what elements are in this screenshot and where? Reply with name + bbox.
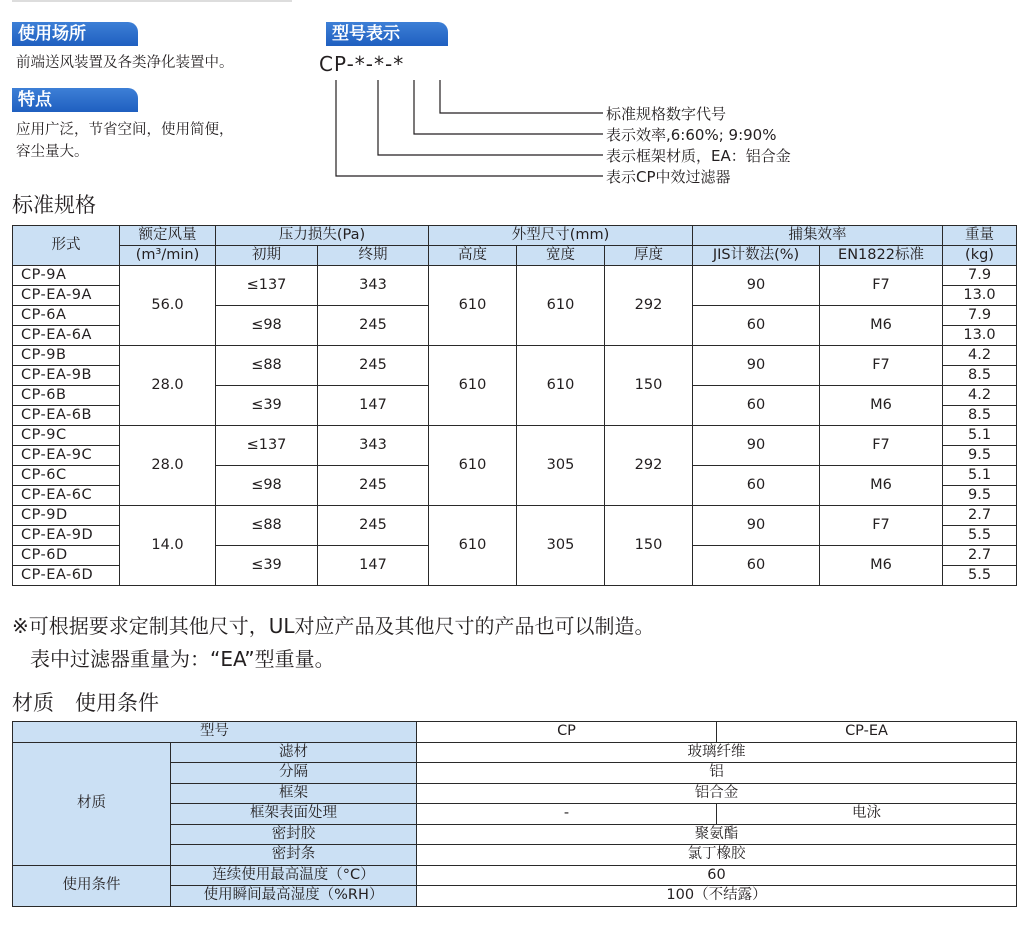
- header-initial: 初期: [216, 246, 318, 266]
- cell-final: 343: [318, 266, 429, 306]
- cell-model: CP-EA-9D: [13, 526, 120, 546]
- features-title-pill: 特点: [12, 88, 138, 112]
- cell-weight: 7.9: [943, 306, 1017, 326]
- cell-final: 147: [318, 386, 429, 426]
- model-code-leader-lines: [320, 70, 610, 190]
- cell-initial: ≤39: [216, 546, 318, 586]
- cell-final: 245: [318, 306, 429, 346]
- header-depth: 厚度: [605, 246, 693, 266]
- cell-jis: 60: [693, 466, 820, 506]
- mat-header-label: 型号: [13, 722, 417, 743]
- cond-value-temp: 60: [417, 865, 1017, 886]
- cell-airflow: 56.0: [120, 266, 216, 346]
- note-weight-basis: 表中过滤器重量为：“EA”型重量。: [30, 647, 335, 671]
- header-efficiency: 捕集效率: [693, 226, 943, 246]
- cell-en: M6: [820, 466, 943, 506]
- cell-model: CP-EA-6B: [13, 406, 120, 426]
- mat-value-surface-cpea: 电泳: [717, 804, 1017, 825]
- mat-value-surface-cp: -: [417, 804, 717, 825]
- cell-model: CP-EA-6D: [13, 566, 120, 586]
- header-airflow-unit: (m³/min): [120, 246, 216, 266]
- materials-table: [12, 721, 1017, 907]
- cell-weight: 8.5: [943, 406, 1017, 426]
- cell-weight: 8.5: [943, 366, 1017, 386]
- header-dimensions: 外型尺寸(mm): [429, 226, 693, 246]
- cell-final: 245: [318, 346, 429, 386]
- cond-label-temp: 连续使用最高温度（°C）: [171, 865, 417, 886]
- cell-en: F7: [820, 266, 943, 306]
- condition-group-label: 使用条件: [13, 865, 171, 906]
- cell-weight: 5.5: [943, 566, 1017, 586]
- cell-width: 305: [517, 506, 605, 586]
- model-code: CP-*-*-*: [319, 52, 405, 76]
- legend-line-1: 标准规格数字代号: [606, 105, 727, 123]
- cell-model: CP-9B: [13, 346, 120, 366]
- cell-weight: 4.2: [943, 346, 1017, 366]
- spec-table: [12, 225, 1017, 586]
- features-line-2: 容尘量大。: [16, 144, 89, 160]
- cell-final: 245: [318, 506, 429, 546]
- mat-value-filter: 玻璃纤维: [417, 742, 1017, 763]
- cell-en: M6: [820, 386, 943, 426]
- cell-jis: 90: [693, 426, 820, 466]
- spec-section-title: 标准规格: [12, 193, 96, 217]
- cell-en: M6: [820, 306, 943, 346]
- cell-jis: 60: [693, 306, 820, 346]
- cell-weight: 5.1: [943, 426, 1017, 446]
- cell-initial: ≤88: [216, 346, 318, 386]
- cell-jis: 60: [693, 546, 820, 586]
- mat-value-gasket: 氯丁橡胶: [417, 845, 1017, 866]
- cell-weight: 7.9: [943, 266, 1017, 286]
- cell-weight: 13.0: [943, 326, 1017, 346]
- table-row: [13, 426, 1017, 446]
- cell-weight: 5.5: [943, 526, 1017, 546]
- cell-initial: ≤98: [216, 466, 318, 506]
- mat-label-frame: 框架: [171, 783, 417, 804]
- cell-en: F7: [820, 346, 943, 386]
- header-en: EN1822标准: [820, 246, 943, 266]
- mat-header-cp: CP: [417, 722, 717, 743]
- cell-model: CP-6C: [13, 466, 120, 486]
- cell-jis: 60: [693, 386, 820, 426]
- material-group-label: 材质: [13, 742, 171, 865]
- table-row: [13, 266, 1017, 286]
- cell-initial: ≤88: [216, 506, 318, 546]
- header-weight-unit: (kg): [943, 246, 1017, 266]
- cell-model: CP-EA-6C: [13, 486, 120, 506]
- cell-initial: ≤39: [216, 386, 318, 426]
- cell-airflow: 28.0: [120, 346, 216, 426]
- cell-initial: ≤137: [216, 426, 318, 466]
- cell-weight: 5.1: [943, 466, 1017, 486]
- cell-model: CP-EA-9B: [13, 366, 120, 386]
- cell-airflow: 14.0: [120, 506, 216, 586]
- cell-depth: 150: [605, 506, 693, 586]
- mat-label-gasket: 密封条: [171, 845, 417, 866]
- cell-en: F7: [820, 506, 943, 546]
- cell-model: CP-9C: [13, 426, 120, 446]
- cell-en: M6: [820, 546, 943, 586]
- cell-weight: 4.2: [943, 386, 1017, 406]
- cell-en: F7: [820, 426, 943, 466]
- cell-depth: 150: [605, 346, 693, 426]
- table-row: [13, 506, 1017, 526]
- mat-value-sealant: 聚氨酯: [417, 824, 1017, 845]
- cell-height: 610: [429, 506, 517, 586]
- header-final: 终期: [318, 246, 429, 266]
- cell-model: CP-9A: [13, 266, 120, 286]
- cond-label-humidity: 使用瞬间最高湿度（%RH）: [171, 886, 417, 907]
- cell-width: 305: [517, 426, 605, 506]
- header-width: 宽度: [517, 246, 605, 266]
- legend-line-4: 表示CP中效过滤器: [606, 168, 731, 186]
- cell-model: CP-6A: [13, 306, 120, 326]
- mat-label-separator: 分隔: [171, 763, 417, 784]
- header-weight: 重量: [943, 226, 1017, 246]
- cell-initial: ≤98: [216, 306, 318, 346]
- cell-width: 610: [517, 266, 605, 346]
- cell-initial: ≤137: [216, 266, 318, 306]
- cell-width: 610: [517, 346, 605, 426]
- cell-jis: 90: [693, 506, 820, 546]
- cell-jis: 90: [693, 346, 820, 386]
- header-pressure: 压力损失(Pa): [216, 226, 429, 246]
- mat-label-filter: 滤材: [171, 742, 417, 763]
- cell-model: CP-6D: [13, 546, 120, 566]
- mat-value-separator: 铝: [417, 763, 1017, 784]
- cell-weight: 13.0: [943, 286, 1017, 306]
- cell-weight: 2.7: [943, 546, 1017, 566]
- features-line-1: 应用广泛，节省空间，使用简便，: [16, 122, 234, 138]
- model-notation-title-pill: 型号表示: [326, 22, 448, 46]
- cell-height: 610: [429, 426, 517, 506]
- header-model: 形式: [13, 226, 120, 266]
- cell-height: 610: [429, 266, 517, 346]
- cell-depth: 292: [605, 266, 693, 346]
- note-custom-sizes: ※可根据要求定制其他尺寸，UL对应产品及其他尺寸的产品也可以制造。: [12, 614, 655, 638]
- cell-model: CP-EA-6A: [13, 326, 120, 346]
- cell-height: 610: [429, 346, 517, 426]
- cell-depth: 292: [605, 426, 693, 506]
- cell-model: CP-EA-9C: [13, 446, 120, 466]
- mat-header-cpea: CP-EA: [717, 722, 1017, 743]
- cell-model: CP-EA-9A: [13, 286, 120, 306]
- cell-jis: 90: [693, 266, 820, 306]
- cell-final: 245: [318, 466, 429, 506]
- cell-final: 147: [318, 546, 429, 586]
- table-row: [13, 346, 1017, 366]
- cell-weight: 9.5: [943, 446, 1017, 466]
- mat-value-frame: 铝合金: [417, 783, 1017, 804]
- materials-section-title: 材质 使用条件: [12, 691, 159, 715]
- cell-model: CP-6B: [13, 386, 120, 406]
- top-rule: [12, 0, 292, 2]
- cell-model: CP-9D: [13, 506, 120, 526]
- cell-airflow: 28.0: [120, 426, 216, 506]
- header-jis: JIS计数法(%): [693, 246, 820, 266]
- cell-weight: 2.7: [943, 506, 1017, 526]
- cell-final: 343: [318, 426, 429, 466]
- legend-line-3: 表示框架材质，EA：铝合金: [606, 147, 791, 165]
- cond-value-humidity: 100（不结露）: [417, 886, 1017, 907]
- mat-label-sealant: 密封胶: [171, 824, 417, 845]
- usage-text: 前端送风装置及各类净化装置中。: [16, 55, 234, 71]
- header-airflow: 额定风量: [120, 226, 216, 246]
- cell-weight: 9.5: [943, 486, 1017, 506]
- legend-line-2: 表示效率,6:60%; 9:90%: [606, 126, 777, 144]
- header-height: 高度: [429, 246, 517, 266]
- mat-label-surface: 框架表面处理: [171, 804, 417, 825]
- usage-title-pill: 使用场所: [12, 22, 138, 46]
